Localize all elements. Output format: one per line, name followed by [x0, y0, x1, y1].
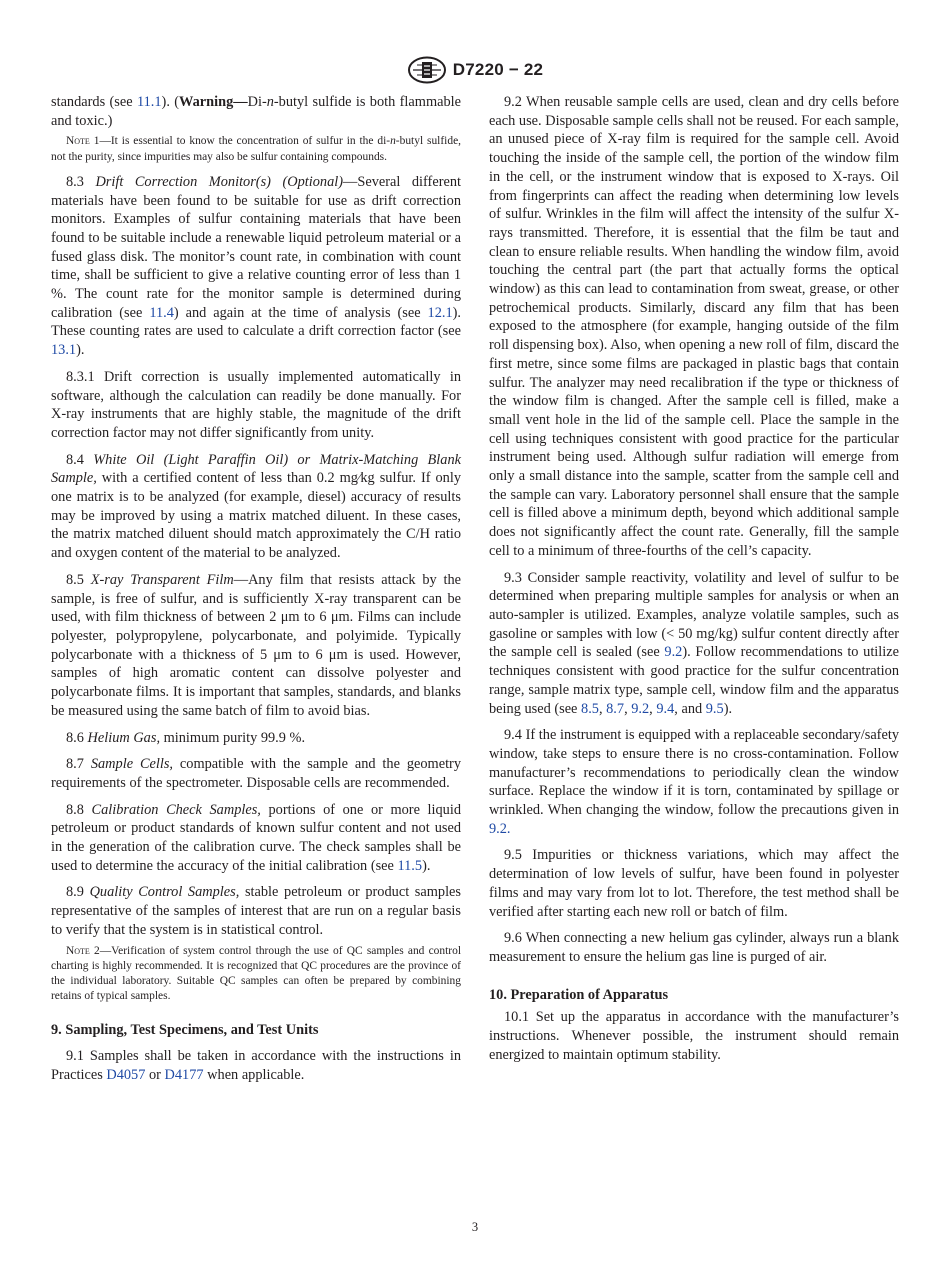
paragraph-9-2: 9.2 When reusable sample cells are used, clean and dry cells before each use. Disposable sample cells shall not be reused. For each sample, an unused piece of X-ray film is required for the sample cell. Avoid touching the inside of the sample cell, the portion of the window film in the cell, or the instrument window that is exposed to X-rays. Oil from fingerprints can affect the reading when determining low levels of sulfur. Wrinkles in the film will affect the intensity of the sulfur X-rays transmitted. Therefore, it is essential that the film be taut and clean to ensure reliable results. When handling the window film, avoid touching the central part (the part that actually forms the optical window) as this can lead to contamination from sweat, grease, or other petrochemical products. Similarly, discard any film that has been exposed to the atmosphere (for example, hanging outside of the film roll dispensing box). Also, when opening a new roll of film, discard the first metre, since some films are packaged in plastic bags that contain sulfur. The analyzer may need recalibration if the type or thickness of the window film is changed. After the sample cell is filled, make a small vent hole in the lid of the sample cell. Place the sample in the cell using techniques consistent with good practice for the particular instrument being used. Although sulfur radiation will emerge from only a small distance into the sample, scatter from the sample cell and the sample can vary. Laboratory personnel shall ensure that the sample cell is filled above a minimum depth, beyond which additional sample does not significantly affect the count rate. Generally, fill the sample cell to a minimum of three-fourths of the cell’s capacity. [489, 94, 899, 559]
paragraph-9-1: 9.1 Samples shall be taken in accordance with the instructions in Practices D4057 or D4177 when applicable. [51, 1048, 461, 1083]
paragraph-8-2-continued: standards (see 11.1). (Warning—Di-n-butyl sulfide is both flammable and toxic.) [51, 94, 461, 129]
link-9-2[interactable]: 9.2. [489, 820, 511, 837]
section-heading-9: 9. Sampling, Test Specimens, and Test Units [51, 1022, 319, 1039]
paragraph-8-7: 8.7 Sample Cells, compatible with the sample and the geometry requirements of the spectrometer. Disposable cells are recommended. [51, 756, 462, 791]
link-d4177[interactable]: D4177 [164, 1066, 204, 1083]
document-id: D7220 − 22 [452, 60, 544, 79]
paragraph-8-8: 8.8 Calibration Check Samples, portions of one or more liquid petroleum or product standards of known sulfur content and not used in the generation of the calibration curve. The check samples shall be used to determine the accuracy of the initial calibration (see 11.5). [51, 801, 462, 874]
left-column [51, 93, 461, 1084]
paragraph-8-3-1: 8.3.1 Drift correction is usually implemented automatically in software, although the calculation can readily be done manually. For X-ray instruments that are highly stable, the magnitude of the drift correction factor may not differ significantly from unity. [51, 368, 461, 441]
link-9-4[interactable]: 9.4 [656, 700, 675, 717]
note-2: Note 2—Verification of system control through the use of QC samples and control charting is highly recommended. It is recognized that QC procedures are the province of the individual laboratory. Suitable QC samples can often be prepared by combining retains of typical samples. [51, 944, 461, 1003]
astm-logo-icon [407, 56, 447, 84]
link-12-1[interactable]: 12.1 [427, 304, 453, 321]
link-11-4[interactable]: 11.4 [149, 304, 174, 321]
paragraph-9-3: 9.3 Consider sample reactivity, volatility and level of sulfur to be determined when preparing multiple samples for analysis or when an auto-sampler is utilized. Examples, analyze volatile samples, such as gasoline or samples with low (< 50 mg/kg) sulfur content directly after the sample cell is sealed (see 9.2). Follow recommendations to utilize techniques consistent with good practice for the sulfur concentration range, sample matrix type, sample cell, window film and the apparatus being used (see 8.5, 8.7, 9.2, 9.4, and 9.5). [489, 569, 899, 717]
paragraph-10-1: 10.1 Set up the apparatus in accordance with the manufacturer’s instructions. Whenever possible, the instrument should remain energized to maintain optimum stability. [489, 1009, 899, 1063]
paragraph-8-3: 8.3 Drift Correction Monitor(s) (Optional)—Several different materials have been found to be suitable for use as drift correction monitors. Examples of sulfur containing materials that have been found to be suitable include a renewable liquid petroleum material or a fused glass disk. The monitor’s count rate, in combination with count time, shall be sufficient to give a relative counting error of less than 1 %. The count rate for the monitor sample is determined during calibration (see 11.4) and again at the time of analysis (see 12.1). These counting rates are used to calculate a drift correction factor (see 13.1). [51, 173, 462, 359]
link-8-5[interactable]: 8.5 [581, 700, 599, 717]
note-1: Note 1—It is essential to know the concentration of sulfur in the di-n-butyl sulfide, not the purity, since impurities may also be sulfur containing compounds. [51, 135, 462, 163]
paragraph-8-5: 8.5 X-ray Transparent Film—Any film that resists attack by the sample, is free of sulfur, and is sufficiently X-ray transparent can be used, with film thickness of between 2 μm to 6 μm. Films can include polyester, polypropylene, polycarbonate, and polyimide. Typically polycarbonate with a thickness of 5 μm to 6 μm is used. However, samples of high aromatic content can dissolve polyester and polycarbonate films. It is important that samples, standards, and blanks be measured using the same batch of film to avoid bias. [51, 571, 462, 719]
paragraph-9-4: 9.4 If the instrument is equipped with a replaceable secondary/safety window, take steps to ensure there is no cross-contamination. Follow manufacturer’s recommendations to periodically clean the window surface. Replace the window if it is torn, contaminated by spillage or wrinkled. When changing the window, follow the precautions given in 9.2. [489, 727, 899, 837]
link-9-5[interactable]: 9.5 [705, 700, 724, 717]
section-heading-10: 10. Preparation of Apparatus [489, 986, 669, 1003]
paragraph-8-4: 8.4 White Oil (Light Paraffin Oil) or Matrix-Matching Blank Sample, with a certified content of less than 0.2 mg⁄kg sulfur. If only one matrix is to be analyzed (for example, diesel) accuracy of results may be improved by using a matrix matched diluent. In these cases, the matrix matched diluent should match approximately the C/H ratio and oxygen content of the material to be analyzed. [51, 451, 461, 562]
link-13-1[interactable]: 13.1 [51, 342, 77, 359]
link-9-2[interactable]: 9.2 [631, 700, 650, 717]
right-column [489, 93, 899, 1064]
paragraph-9-5: 9.5 Impurities or thickness variations, which may affect the determination of low levels of sulfur, have been found in polyester films and may vary from lot to lot. Therefore, the test method shall be verified after starting each new roll or batch of film. [489, 847, 899, 920]
paragraph-8-9: 8.9 Quality Control Samples, stable petroleum or product samples representative of the samples of interest that are run on a regular basis to verify that the system is in statistical control. [51, 884, 462, 938]
link-9-2[interactable]: 9.2 [664, 644, 683, 661]
link-11-1[interactable]: 11.1 [136, 94, 162, 110]
page-number: 3 [471, 1220, 479, 1234]
page-header [0, 56, 950, 84]
paragraph-9-6: 9.6 When connecting a new helium gas cylinder, always run a blank measurement to ensure the helium gas line is purged of air. [489, 930, 899, 965]
paragraph-8-6: 8.6 Helium Gas, minimum purity 99.9 %. [66, 729, 306, 746]
link-8-7[interactable]: 8.7 [606, 700, 625, 717]
link-11-5[interactable]: 11.5 [397, 857, 423, 874]
link-d4057[interactable]: D4057 [106, 1066, 146, 1083]
